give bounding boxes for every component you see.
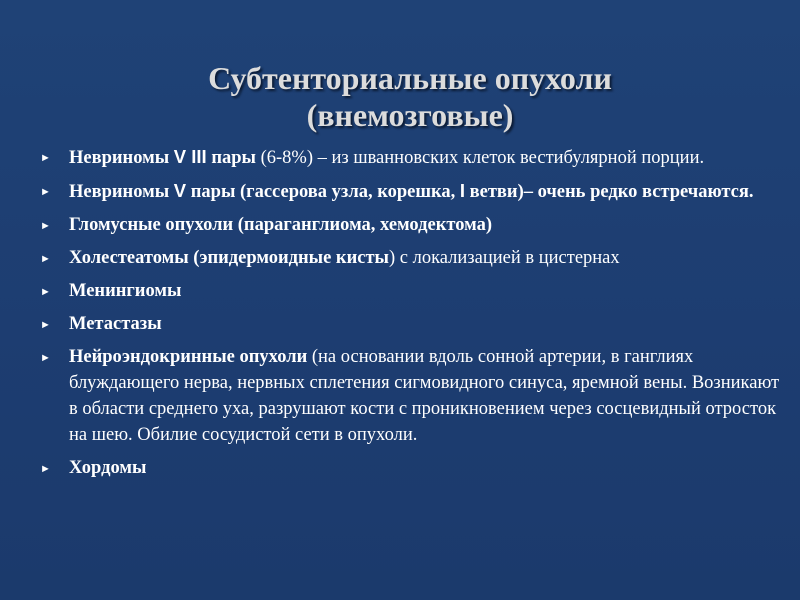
bullet-text-bold: пары (гассерова узла, корешка, <box>186 182 460 202</box>
bullet-item-neuroendocrine <box>40 344 780 448</box>
bullet-text-bold: Хордомы <box>69 458 147 478</box>
slide-title <box>60 60 760 134</box>
bullet-item-glomus <box>40 212 780 238</box>
bullet-text-bold: Холестеатомы (эпидермоидные кисты <box>69 248 389 268</box>
bullet-marker-icon: ► <box>40 152 51 164</box>
bullet-text: (6-8%) – из шванновских клеток вестибулярной порции. <box>255 148 705 168</box>
bullet-marker-icon: ► <box>40 319 51 331</box>
bullet-text-bold: Метастазы <box>69 314 162 334</box>
bullet-text: ) с локализацией в цистернах <box>388 248 620 268</box>
bullet-item-neurinoma-v <box>40 178 780 205</box>
bullet-text-bold: ветви)– очень редко встречаются. <box>465 182 754 202</box>
title-line-2: (внемозговые) <box>306 97 514 133</box>
bullet-item-meningioma <box>40 278 780 304</box>
bullet-item-chordoma <box>40 455 780 481</box>
bullet-text-roman: V <box>173 180 187 201</box>
title-line-1: Субтенториальные опухоли <box>208 60 612 96</box>
bullet-marker-icon: ► <box>40 186 51 198</box>
bullet-item-neurinoma-viii <box>40 144 780 171</box>
bullet-text-roman: I <box>459 180 465 201</box>
bullet-marker-icon: ► <box>40 463 51 475</box>
bullet-text-roman: V III <box>173 146 207 167</box>
bullet-text-bold: пары <box>206 148 256 168</box>
bullet-marker-icon: ► <box>40 220 51 232</box>
bullet-item-cholesteatoma <box>40 245 780 271</box>
bullet-item-metastases <box>40 311 780 337</box>
bullet-marker-icon: ► <box>40 253 51 265</box>
bullet-marker-icon: ► <box>40 352 51 364</box>
bullet-text: (на основании вдоль сонной артерии, в ганглиях блуждающего нерва, нервных сплетения сигмовидного синуса, яремной вены. Возникают в области среднего уха, разрушают кости с проникновением через сосцевидный отросток на шею. Обилие сосудистой сети в опухоли. <box>69 347 780 445</box>
bullet-text-bold: Нейроэндокринные опухоли <box>69 347 308 367</box>
bullet-text-bold: Менингиомы <box>69 281 182 301</box>
bullet-text-bold: Гломусные опухоли (параганглиома, хемодектома) <box>69 215 492 235</box>
bullet-marker-icon: ► <box>40 286 51 298</box>
bullet-list <box>40 144 780 481</box>
bullet-text-bold: Невриномы <box>69 148 174 168</box>
bullet-text-bold: Невриномы <box>69 182 174 202</box>
